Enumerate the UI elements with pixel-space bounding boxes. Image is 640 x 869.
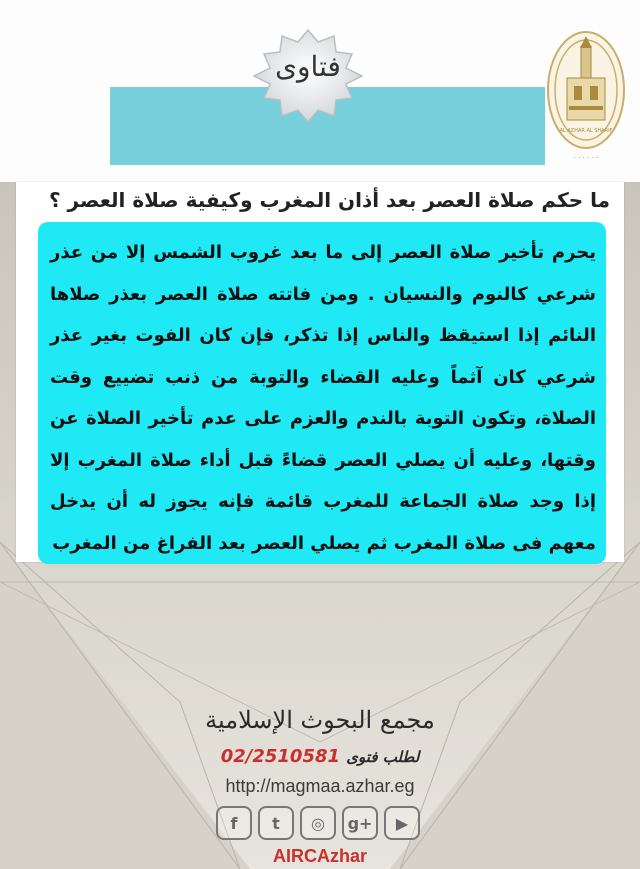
svg-text:· · · · · ·: · · · · · · xyxy=(573,154,599,162)
organization-name: مجمع البحوث الإسلامية xyxy=(205,706,435,734)
phone-label: لطلب فتوى xyxy=(346,748,420,766)
fatwa-question: ما حكم صلاة العصر بعد أذان المغرب وكيفية صلاة العصر ؟ xyxy=(48,188,610,212)
youtube-icon[interactable]: ▶ xyxy=(384,806,420,840)
fatwa-answer: يحرم تأخير صلاة العصر إلى ما بعد غروب الشمس إلا من عذر شرعي كالنوم والنسيان . ومن فاتته صلاة العصر بعذر صلاها النائم إذا استيقظ والناس إذا تذكر، فإن كان الفوت بغير عذر شرعي كان آثماً وعليه القضاء والتوبة من ذنب تضييع وقت الصلاة، وتكون التوبة بالندم والعزم على عدم تأخير الصلاة عن وقتها، وعليه أن يصلي العصر قضاءً قبل أداء صلاة المغرب إلا إذا وجد صلاة الجماعة للمغرب قائمة فإنه يجوز له أن يدخل معهم فى صلاة المغرب ثم يصلي العصر بعد الفراغ من المغرب xyxy=(50,242,596,554)
google-plus-icon[interactable]: g+ xyxy=(342,806,378,840)
social-handle[interactable]: AIRCAzhar xyxy=(272,846,367,866)
instagram-icon[interactable]: ◎ xyxy=(300,806,336,840)
website-link[interactable]: http://magmaa.azhar.eg xyxy=(225,776,415,796)
badge-title: فتاوى xyxy=(275,50,341,83)
facebook-icon[interactable]: f xyxy=(216,806,252,840)
phone-number[interactable]: 02/2510581 xyxy=(220,746,341,767)
al-azhar-logo xyxy=(545,28,627,168)
phone-row xyxy=(200,746,440,767)
social-icons xyxy=(216,806,426,842)
svg-text:AL AZHAR AL SHARIF: AL AZHAR AL SHARIF xyxy=(559,128,613,134)
twitter-icon[interactable]: t xyxy=(258,806,294,840)
